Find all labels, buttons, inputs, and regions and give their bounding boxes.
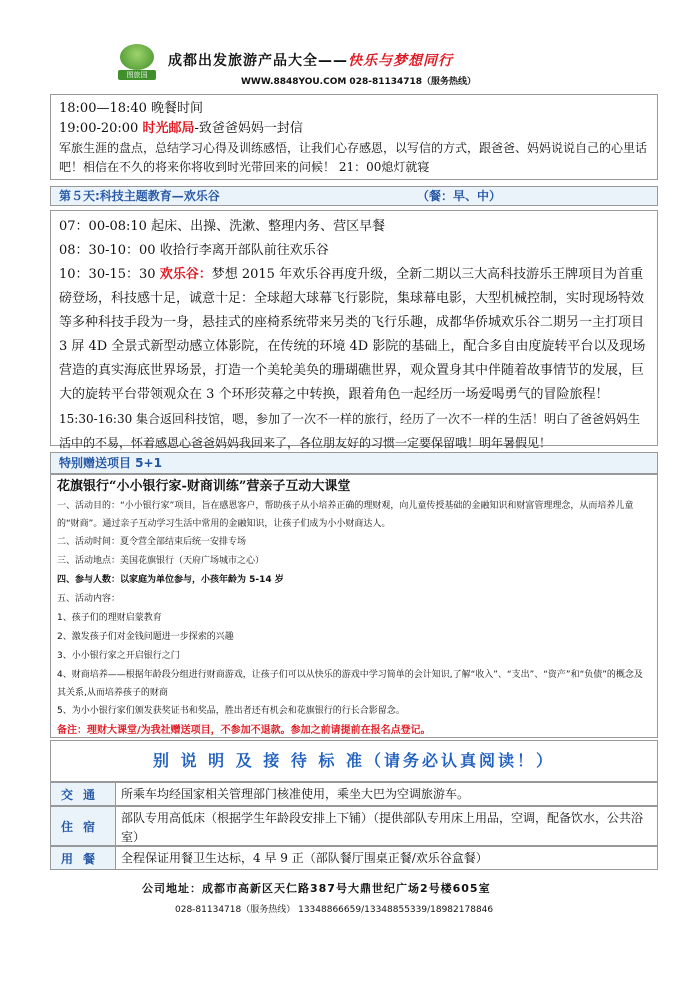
standard-text: 所乘车均经国家相关管理部门核准使用，乘坐大巴为空调旅游车。	[121, 787, 470, 801]
standard-label: 住宿	[51, 807, 116, 845]
citi-title: 花旗银行“小小银行家-财商训练”营亲子互动大课堂	[57, 479, 351, 494]
header-title	[168, 50, 453, 70]
standard-label: 用餐	[51, 847, 116, 869]
citi-content-2: 2、激发孩子们对金钱问题进一步探索的兴趣	[57, 632, 234, 642]
citi-item-3: 三、活动地点：美国花旗银行（天府广场城市之心）	[57, 556, 265, 566]
dinner-line: 18:00—18:40 晚餐时间	[59, 101, 204, 116]
citi-item-5: 五、活动内容：	[57, 594, 121, 604]
gift-title-bar	[50, 452, 658, 474]
day5-title-bar	[50, 186, 658, 206]
citi-program-box	[50, 474, 658, 738]
evening-schedule-box	[50, 94, 658, 180]
day5-happy-valley	[59, 263, 649, 407]
standard-row-transport	[50, 782, 658, 806]
letter-line	[59, 119, 649, 139]
letter-desc: -致爸爸妈妈一封信	[194, 121, 303, 136]
letter-highlight: 时光邮局	[142, 121, 195, 136]
company-phones: 028-81134718（服务热线） 13348866659/13348855339/18982178846	[175, 905, 494, 915]
citi-content-4: 4、财商培养——根据年龄段分组进行财商游戏，让孩子们可以从快乐的游戏中学习简单的会计知识,了解“收入”、“支出”、“资产”和“负债”的概念及其关系,从而培养孩子的财商	[57, 670, 643, 698]
happy-valley-desc: 梦想 2015 年欢乐谷再度升级，全新二期以三大高科技游乐王牌项目为首重磅登场，科技感十足，诚意十足：全球超大球幕飞行影院，集球幕电影，大型机械控制，实时现场特效等多种科技手段为一身，悬挂式的座椅系统带来另类的飞行乐趣，成都华侨城欢乐谷二期另一主打项目 3 屏 4D 全景式新型动感立体影院，在传统的环境 4D 影院的基础上，配合多自由度旋转平台以及现场营造的真实海底世界场景，打造一个美轮美奂的珊瑚礁世界，观众置身其中伴随着故事情节的发展，巨大的旋转平台带领观众在 3 个环形荧幕之中转换，跟着角色一起经历一场爱喝勇气的冒险旅程！	[59, 267, 646, 402]
day5-line-1: 07：00-08:10 起床、出操、洗漱、整理内务、营区早餐	[59, 219, 386, 234]
day5-line-2: 08：30-10：00 收拾行李离开部队前往欢乐谷	[59, 243, 329, 258]
citi-content-5: 5、为小小银行家们颁发获奖证书和奖品，胜出者还有机会和花旗银行的行长合影留念。	[57, 706, 405, 716]
day5-line-4: 15:30-16:30 集合返回科技馆，嗯，参加了一次不一样的旅行，经历了一次不一样的生活！明白了爸爸妈妈生活中的不易，怀着感恩心爸爸妈妈我回来了，各位朋友好的习惯一定要保留哦！明年暑假见！	[59, 412, 641, 450]
gift-title: 特别赠送项目 5+1	[59, 456, 162, 470]
day5-meal: （餐：早、中）	[417, 189, 502, 203]
citi-content-1: 1、孩子们的理财启蒙教育	[57, 613, 162, 623]
logo-text: 图旅国	[118, 70, 156, 80]
header-slogan: 快乐与梦想同行	[348, 53, 453, 69]
standard-text: 全程保证用餐卫生达标，4 早 9 正（部队餐厅围桌正餐/欢乐谷盒餐）	[121, 851, 488, 865]
day5-schedule-box	[50, 210, 658, 450]
letter-time: 19:00-20:00	[59, 121, 143, 136]
notice-title-bar	[50, 740, 658, 782]
citi-item-4: 四、参与人数：以家庭为单位参与，小孩年龄为 5-14 岁	[57, 575, 284, 585]
standard-row-lodging	[50, 806, 658, 846]
header-title-text: 成都出发旅游产品大全——	[168, 53, 348, 69]
standard-text: 部队专用高低床（根据学生年龄段安排上下铺）（提供部队专用床上用品，空调，配备饮水，公共浴室）	[121, 811, 644, 844]
citi-content-3: 3、小小银行家之开启银行之门	[57, 651, 180, 661]
company-address: 公司地址：成都市高新区天仁路387号大鼎世纪广场2号楼605室	[142, 882, 491, 895]
page-header	[0, 0, 700, 92]
happy-valley-highlight: 欢乐谷：	[159, 267, 212, 282]
citi-item-2: 二、活动时间：夏令营全部结束后统一安排专场	[57, 537, 247, 547]
notice-title: 别 说 明 及 接 待 标 准（请务必认真阅读！）	[153, 751, 555, 770]
standard-label: 交通	[51, 783, 116, 805]
header-contact: WWW.8848YOU.COM 028-81134718（服务热线）	[241, 77, 477, 87]
company-logo	[120, 44, 154, 78]
letter-paragraph: 军旅生涯的盘点，总结学习心得及训练感悟，让我们心存感恩，以写信的方式，跟爸爸、妈妈说说自己的心里话吧！相信在不久的将来你将收到时光带回来的问候！ 21：00熄灯就寝	[59, 141, 648, 174]
citi-note: 备注：理财大课堂/为我社赠送项目，不参加不退款。参加之前请提前在报名点登记。	[57, 725, 431, 736]
citi-item-1: 一、活动目的：“小小银行家”项目，旨在感恩客户，帮助孩子从小培养正确的理财观，向儿童传授基础的金融知识和财富管理理念，从而培养儿童的“财商”。通过亲子互动学习生活中常用的金融知识，让孩子们成为小小财商达人。	[57, 501, 634, 529]
happy-valley-time: 10：30-15：30	[59, 267, 160, 282]
logo-emblem-icon	[120, 44, 154, 70]
day5-title: 第５天:科技主题教育—欢乐谷	[59, 189, 220, 203]
standard-row-meals	[50, 846, 658, 870]
